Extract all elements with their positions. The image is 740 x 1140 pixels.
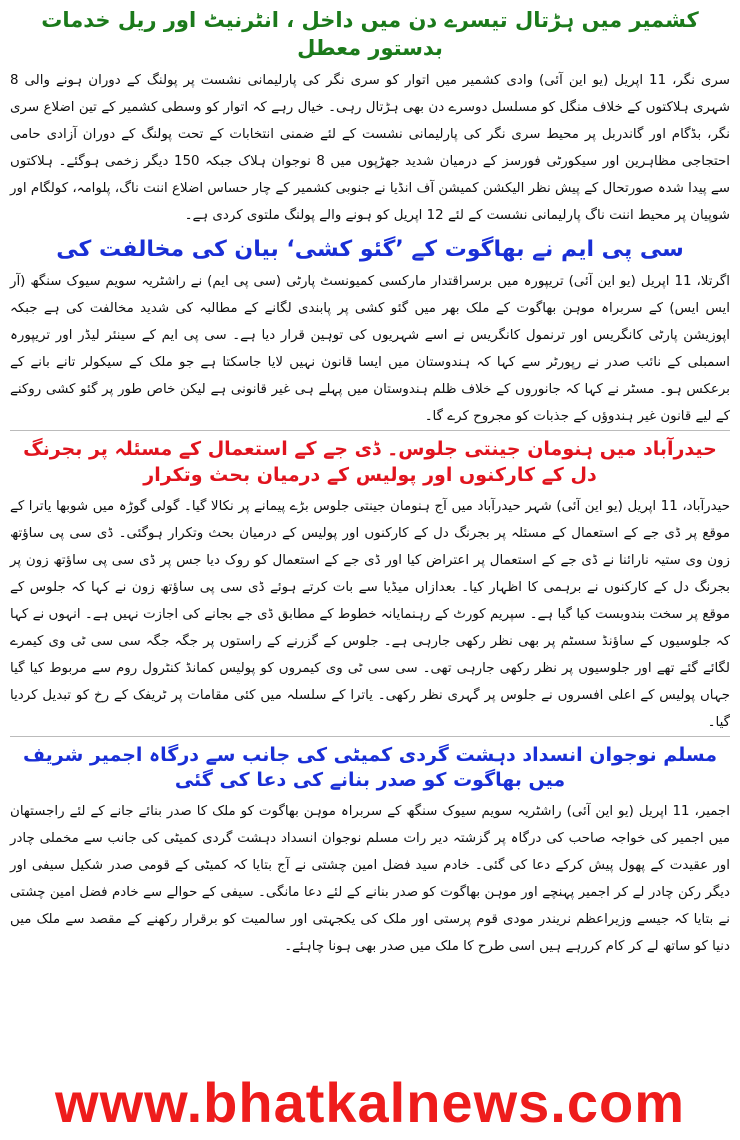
headline-hyderabad-procession: حیدرآباد میں ہنومان جینتی جلوس۔ ڈی جے کے استعمال کے مسئلہ پر بجرنگ دل کے کارکنوں اور پولیس کے درمیان بحث وتکرار bbox=[10, 430, 730, 492]
article-hyderabad-procession bbox=[10, 430, 730, 735]
body-cpm-bhagwat: اگرتلا، 11 اپریل (یو این آئی) تریپورہ میں برسراقتدار مارکسی کمیونسٹ پارٹی (سی پی ایم) نے راشٹریہ سویم سیوک سنگھ (آر ایس ایس) کے سربراہ موہن بھاگوت کے ملک بھر میں گئو کشی پر پابندی لگانے کے مطالبہ کی شدید مخالفت کی ہے جبکہ اپوزیشن پارٹی کانگریس اور ترنمول کانگریس نے اسے شہریوں کی توہین قرار دیا ہے۔ سی پی ایم کے سینئر لیڈر اور تریپورہ اسمبلی کے نائب صدر نے رپورٹر سے کہا کہ ہندوستان میں ایسا قانون نہیں لایا جاسکتا ہے جو ملک کے سیکولر تانے بانے کے برعکس ہو۔ مسٹر نے کہا کہ جانوروں کے خلاف ظلم ہندوستان میں پہلے ہی غیر قانونی ہے لیکن خاص طور پر گئو کشی روکنے کے لیے قانون غیر ہندوؤں کے جذبات کو مجروح کرے گا۔ bbox=[10, 274, 731, 425]
body-kashmir-strike: سری نگر، 11 اپریل (یو این آئی) وادی کشمیر میں اتوار کو سری نگر کی پارلیمانی نشست پر پولنگ کے دوران ہونے والی 8 شہری ہلاکتوں کے خلاف منگل کو مسلسل دوسرے دن بھی ہڑتال رہی۔ خیال رہے کہ اتوار کو وسطی کشمیر کے تین اضلاع سری نگر، بڈگام اور گاندربل پر محیط سری نگر کی پارلیمانی نشست کے لئے ضمنی انتخابات کے تحت پولنگ کے دوران آزادی حامی احتجاجی مظاہرین اور سیکورٹی فورسز کے درمیان شدید جھڑپوں میں 8 نوجوان ہلاک جبکہ 150 دیگر زخمی ہوگئے۔ ہلاکتوں سے پیدا شدہ صورتحال کے پیش نظر الیکشن کمیشن آف انڈیا نے جنوبی کشمیر کے چار حساس اضلاع اننت ناگ، پلوامہ، کولگام اور شوپیان پر محیط اننت ناگ پارلیمانی نشست کے لئے 12 اپریل کو ہونے والے پولنگ ملتوی کردی ہے۔ bbox=[10, 72, 730, 223]
footer-banner bbox=[0, 1070, 740, 1136]
headline-cpm-bhagwat: سی پی ایم نے بھاگوت کے ’گئو کشی‘ بیان کی مخالفت کی bbox=[56, 236, 684, 262]
site-url-link[interactable]: www.bhatkalnews.com bbox=[55, 1071, 685, 1134]
article-kashmir-strike bbox=[10, 4, 730, 229]
article-cpm-bhagwat bbox=[10, 229, 730, 431]
article-ajmer-dua bbox=[10, 736, 730, 960]
headline-kashmir-strike: کشمیر میں ہڑتال تیسرے دن میں داخل ، انٹرنیٹ اور ریل خدمات بدستور معطل bbox=[41, 8, 699, 61]
body-hyderabad-procession: حیدرآباد، 11 اپریل (یو این آئی) شہر حیدرآباد میں آج ہنومان جینتی جلوس بڑے پیمانے پر نکالا گیا۔ گولی گوڑہ میں شوبھا یاترا کے موقع پر ڈی جے کے استعمال کے مسئلہ پر بجرنگ دل کے کارکنوں اور پولیس کے درمیان بحث وتکرار ہوگئی۔ ڈی سی پی ساؤتھ زون وی ستیہ نارائنا نے ڈی جے کے استعمال پر اعتراض کیا اور ڈی جے کے استعمال کو روک دیا جس پر ڈی سی پی ساؤتھ زون پر بجرنگ دل کے کارکنوں نے برہمی کا اظہار کیا۔ بعدازاں میڈیا سے بات کرتے ہوئے ڈی سی پی ساؤتھ زون نے کہا کہ جلوس کے موقع پر سخت بندوبست کیا گیا ہے۔ سپریم کورٹ کے رہنمایانہ خطوط کے مطابق ڈی جے بجانے کی اجازت نہیں ہے۔ انہوں نے کہا کہ جلوسیوں کے ساؤنڈ سسٹم پر بھی نظر رکھی جارہی ہے۔ جلوس کے گزرنے کے راستوں پر جگہ جگہ سی سی ٹی وی کیمرے لگائے گئے تھے اور جلوسیوں پر نظر رکھی جارہی تھی۔ سی سی ٹی وی کیمروں کو پولیس کمانڈ کنٹرول روم سے مربوط کیا گیا جہاں پولیس کے اعلی افسروں نے جلوس پر گہری نظر رکھی۔ یاترا کے سلسلہ میں کئی مقامات پر ٹریفک کے رخ کو تبدیل کردیا گیا۔ bbox=[10, 498, 730, 730]
headline-ajmer-dua: مسلم نوجوان انسداد دہشت گردی کمیٹی کی جانب سے درگاہ اجمیر شریف میں بھاگوت کو صدر بنانے کی دعا کی گئی bbox=[10, 736, 730, 798]
body-ajmer-dua: اجمیر، 11 اپریل (یو این آئی) راشٹریہ سویم سیوک سنگھ کے سربراہ موہن بھاگوت کو ملک کا صدر بنائے جانے کے لئے راجستھان میں اجمیر کی خواجہ صاحب کی درگاہ پر گزشتہ دیر رات مسلم نوجوان انسداد دہشت گردی کمیٹی کی جانب سے مخملی چادر اور عقیدت کے پھول پیش کرکے دعا کی گئی۔ خادم سید فضل امین چشتی نے آج بتایا کہ کمیٹی کے قومی صدر شکیل سیفی اور دیگر رکن چادر لے کر اجمیر پہنچے اور موہن بھاگوت کو صدر بنانے کے لئے دعا مانگی۔ سیفی کے حوالے سے خادم فضل امین چشتی نے بتایا کہ جیسے وزیراعظم نریندر مودی قوم پرستی اور ملک کی یکجہتی اور سالمیت کو برقرار رکھنے کے مقصد سے ملک میں دنیا کو ساتھ لے کر کام کررہے ہیں اسی طرح کا ملک میں صدر بھی ہونا چاہئے۔ bbox=[10, 803, 730, 954]
